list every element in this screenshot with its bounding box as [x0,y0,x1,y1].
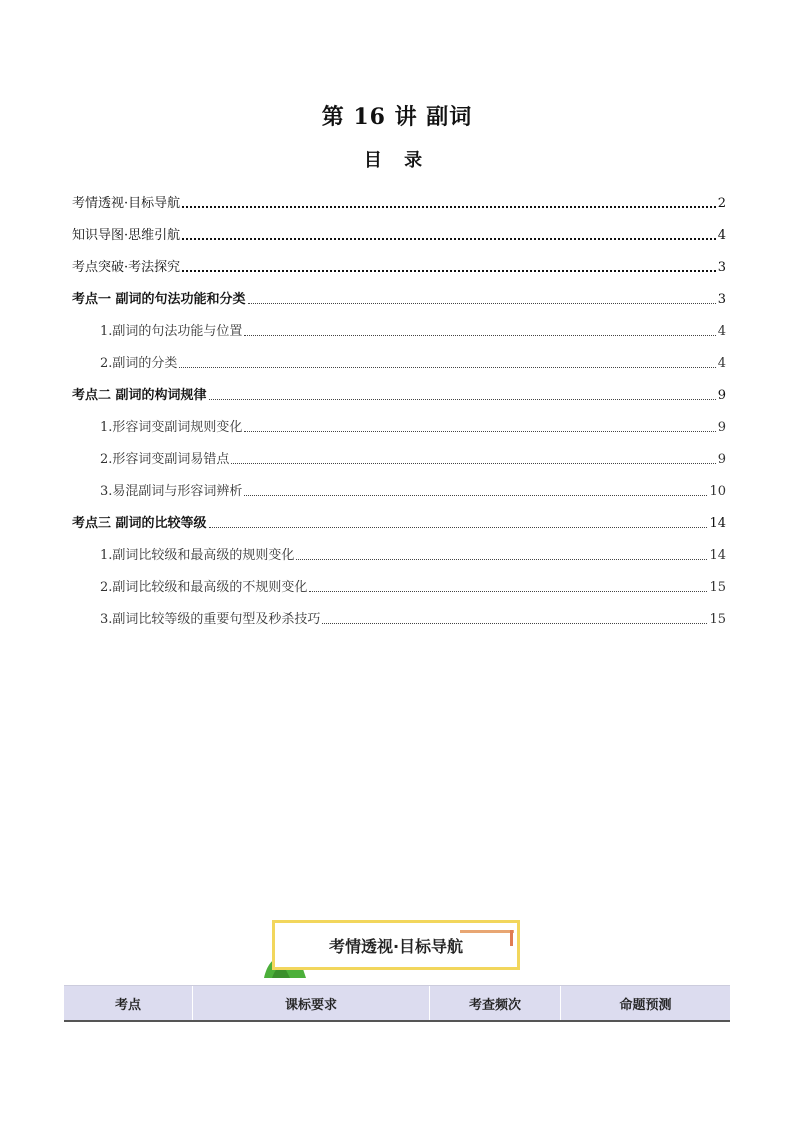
toc-entry-page: 3 [717,260,726,275]
dot-leader [231,463,715,464]
toc-entry-label: 3.副词比较等级的重要句型及秒杀技巧 [100,612,321,627]
page-title: 第 16 讲 副词 [321,104,473,130]
toc-entry[interactable] [72,184,726,216]
toc-entry-label: 知识导图·思维引航 [72,228,181,243]
toc-entry-label: 考点二 副词的构词规律 [72,388,207,403]
dot-leader [296,559,707,560]
toc-entry-page: 9 [717,452,726,467]
toc-entry-label: 考情透视·目标导航 [72,196,181,211]
toc-entry-label: 1.副词的句法功能与位置 [100,324,243,339]
toc-entry[interactable] [72,568,726,600]
toc-entry-label: 1.副词比较级和最高级的规则变化 [100,548,295,563]
toc-entry-page: 9 [717,420,726,435]
column-header: 考点 [64,986,193,1022]
toc-entry-page: 10 [709,484,726,499]
table-of-contents [72,184,726,632]
toc-entry-label: 3.易混副词与形容词辨析 [100,484,243,499]
dot-leader [182,206,716,208]
dot-leader [209,527,708,528]
banner-accent [510,930,513,946]
dot-leader [179,367,715,368]
toc-entry[interactable] [72,504,726,536]
toc-entry-page: 14 [709,548,726,563]
dot-leader [209,399,716,400]
toc-entry[interactable] [72,536,726,568]
toc-entry[interactable] [72,472,726,504]
section-banner [264,920,526,978]
column-header: 考查频次 [430,986,561,1022]
toc-heading: 目 录 [363,150,431,171]
toc-entry[interactable] [72,408,726,440]
toc-entry[interactable] [72,376,726,408]
banner-accent [460,930,514,933]
toc-entry[interactable] [72,280,726,312]
toc-entry-label: 2.副词比较级和最高级的不规则变化 [100,580,308,595]
banner-label: 考情透视·目标导航 [272,920,520,970]
toc-entry[interactable] [72,312,726,344]
toc-entry[interactable] [72,600,726,632]
toc-entry-page: 2 [717,196,726,211]
column-header: 命题预测 [561,986,731,1022]
dot-leader [244,495,707,496]
toc-entry-label: 2.副词的分类 [100,356,178,371]
toc-entry-label: 考点一 副词的句法功能和分类 [72,292,246,307]
toc-entry-page: 15 [709,612,726,627]
dot-leader [182,270,716,272]
dot-leader [248,303,716,304]
dot-leader [244,431,715,432]
exam-overview-table [64,985,730,1022]
dot-leader [309,591,707,592]
toc-entry[interactable] [72,344,726,376]
toc-entry-label: 1.形容词变副词规则变化 [100,420,243,435]
column-header: 课标要求 [193,986,430,1022]
toc-entry-label: 考点突破·考法探究 [72,260,181,275]
toc-entry[interactable] [72,248,726,280]
toc-entry-page: 14 [709,516,726,531]
dot-leader [322,623,707,624]
toc-entry-page: 3 [717,292,726,307]
toc-entry-page: 9 [717,388,726,403]
toc-entry[interactable] [72,216,726,248]
toc-entry-label: 考点三 副词的比较等级 [72,516,207,531]
toc-entry-label: 2.形容词变副词易错点 [100,452,230,467]
dot-leader [182,238,716,240]
toc-entry-page: 4 [717,228,726,243]
toc-entry-page: 4 [717,356,726,371]
toc-entry-page: 4 [717,324,726,339]
toc-entry-page: 15 [709,580,726,595]
dot-leader [244,335,715,336]
toc-entry[interactable] [72,440,726,472]
